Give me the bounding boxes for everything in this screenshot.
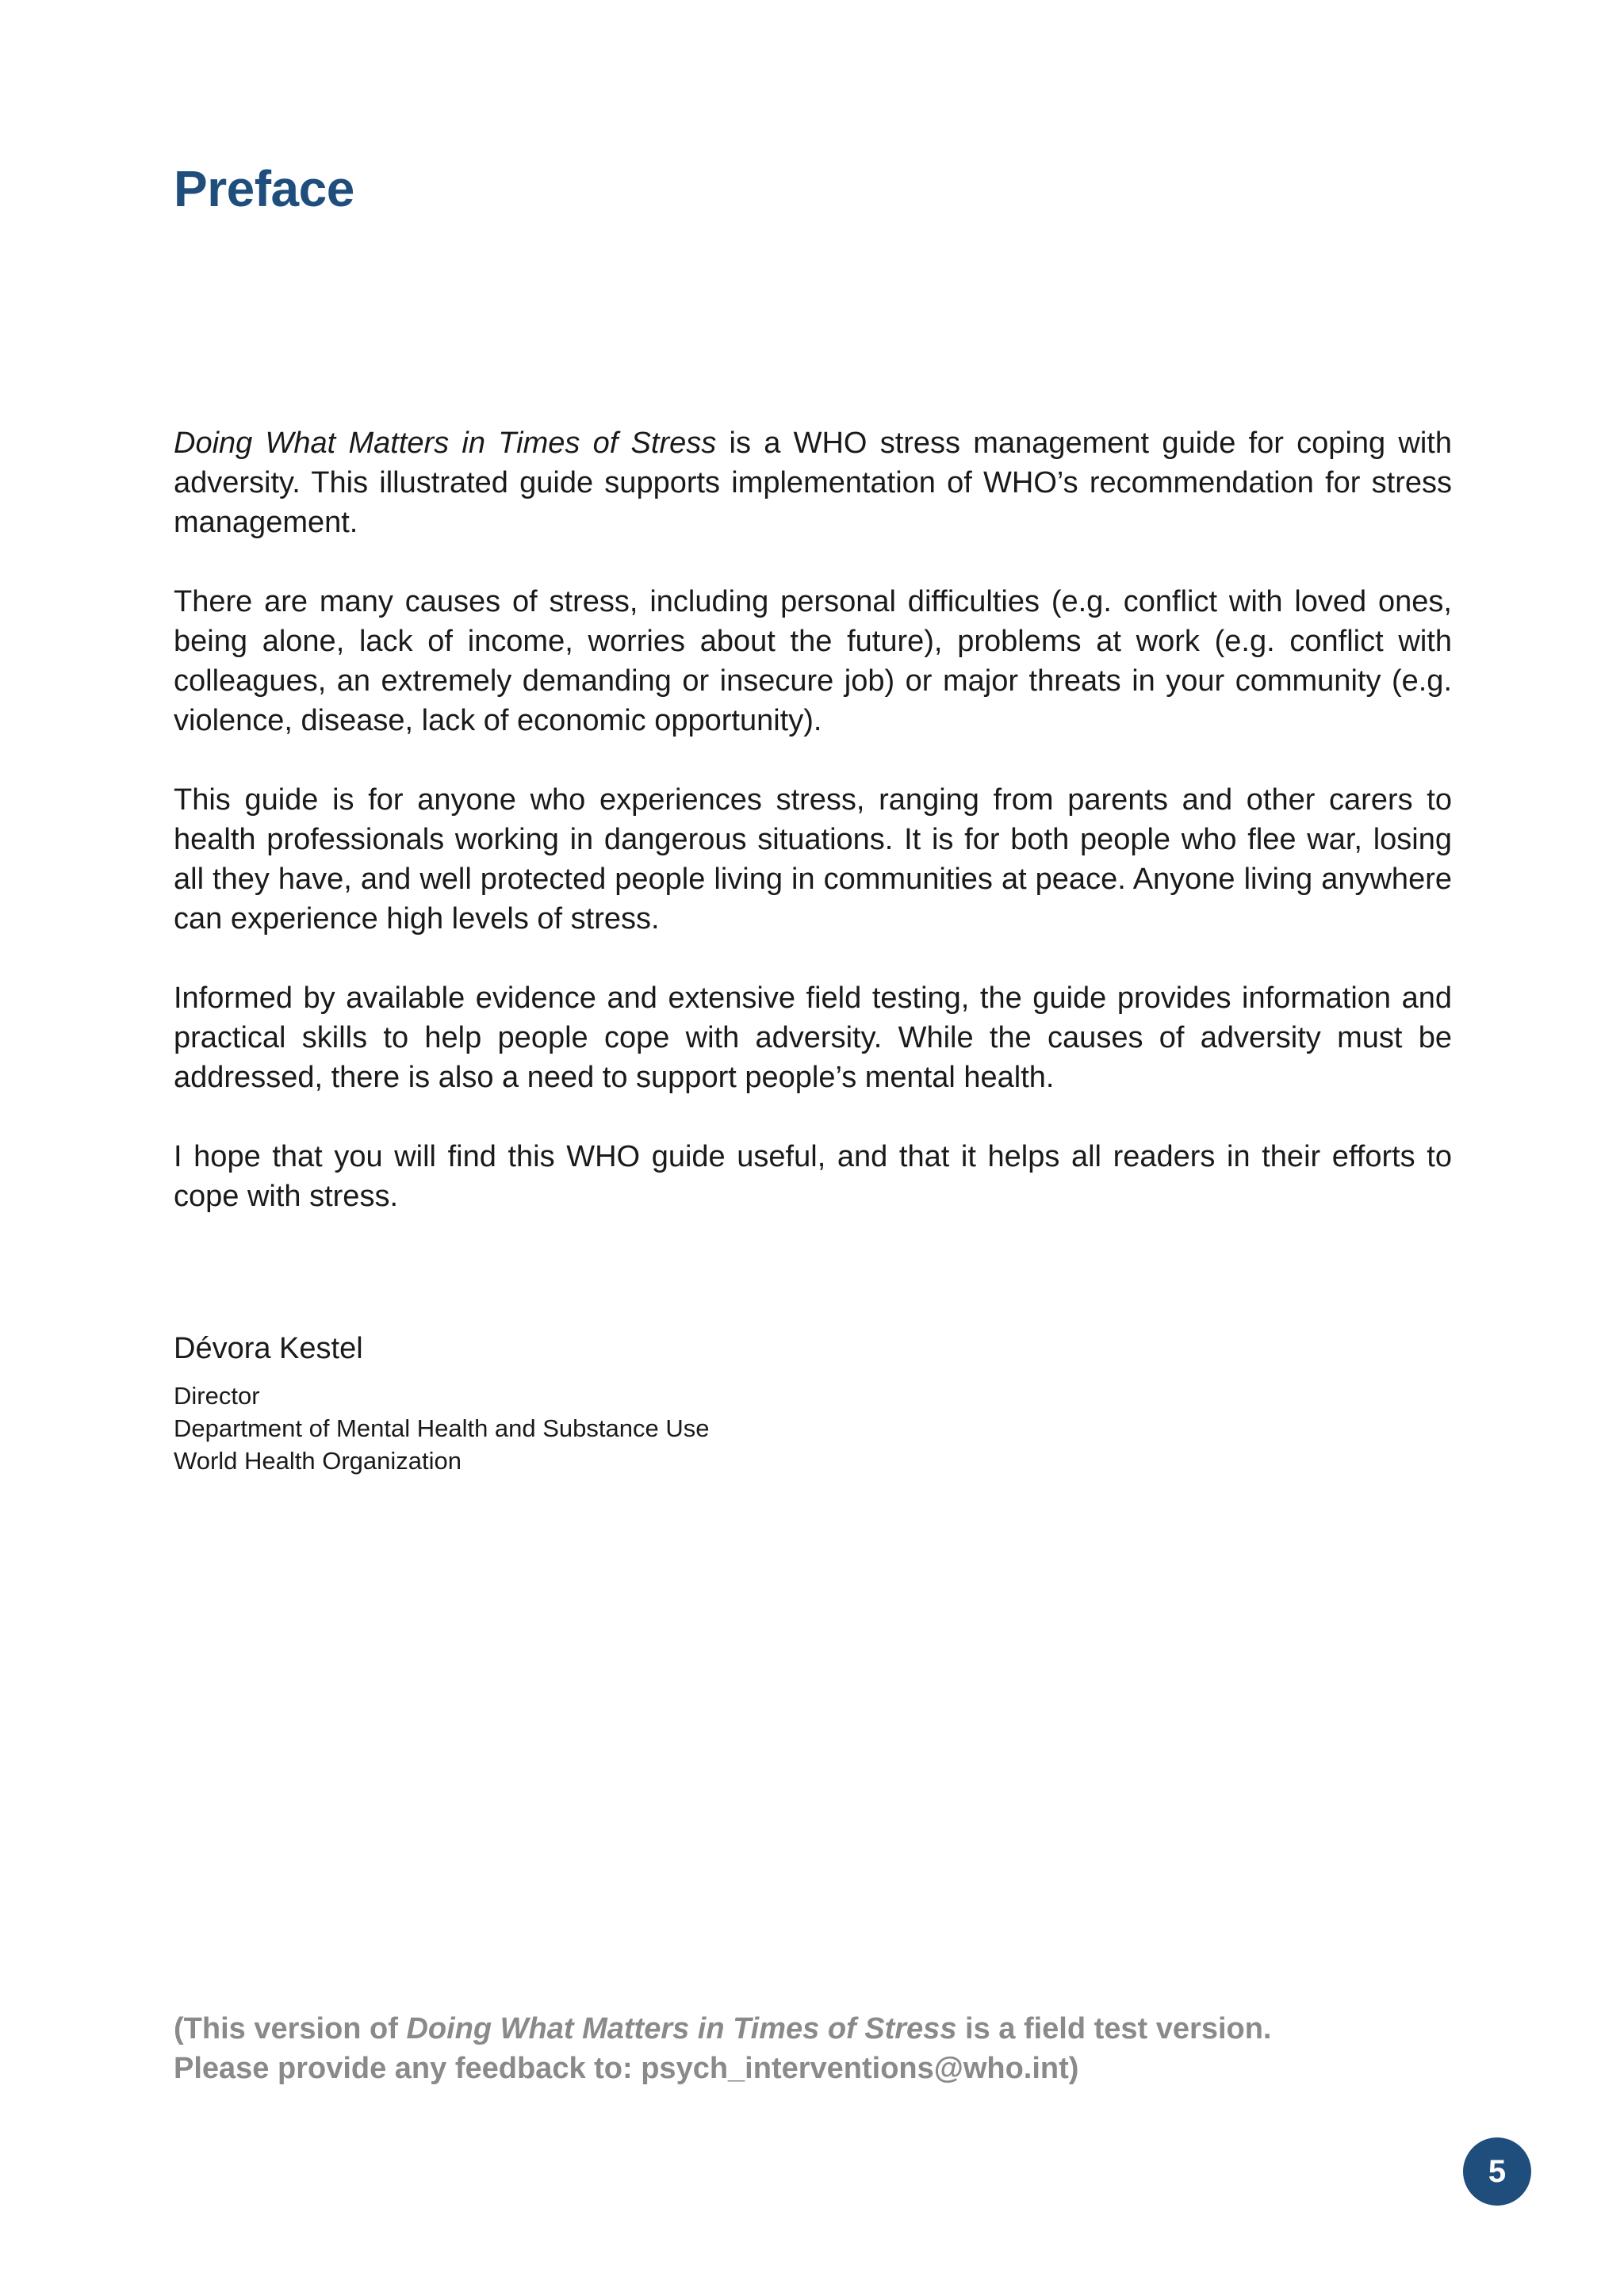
field-note-prefix: (This version of	[174, 2012, 407, 2045]
page-title: Preface	[174, 160, 354, 217]
signatory-name: Dévora Kestel	[174, 1332, 363, 1365]
signatory-role: Director	[174, 1382, 260, 1410]
paragraph-causes: There are many causes of stress, including personal difficulties (e.g. conflict with loved ones, being alone, lack of income, worries about the future), problems at work (e.g. conflict with colleagues, an extremely demanding or insecure job) or major threats in your community (e.g. violence, disease, lack of economic opportunity).	[174, 585, 1452, 737]
field-note-line-1	[174, 2009, 1272, 2049]
paragraph-intro-text: is a WHO stress management guide for coping with adversity. This illustrated guide supports implementation of WHO’s recommendation for stress management.	[174, 427, 1452, 539]
guide-title-italic: Doing What Matters in Times of Stress	[174, 427, 717, 460]
field-note-suffix: is a field test version.	[956, 2012, 1272, 2045]
signatory-organization: World Health Organization	[174, 1447, 462, 1475]
signatory-department: Department of Mental Health and Substance Use	[174, 1414, 710, 1442]
paragraph-intro	[174, 423, 1452, 542]
field-test-note	[174, 2009, 1272, 2088]
paragraph-closing: I hope that you will find this WHO guide useful, and that it helps all readers in their efforts to cope with stress.	[174, 1140, 1452, 1213]
signature-block	[174, 1329, 710, 1477]
field-note-guide-title: Doing What Matters in Times of Stress	[406, 2012, 957, 2045]
paragraph-audience: This guide is for anyone who experiences stress, ranging from parents and other carers to health professionals working in dangerous situations. It is for both people who flee war, losing all they have, and well protected people living in communities at peace. Anyone living anywhere can experience high levels of stress.	[174, 783, 1452, 936]
paragraph-evidence: Informed by available evidence and extensive field testing, the guide provides information and practical skills to help people cope with adversity. While the causes of adversity must be addressed, there is also a need to support people’s mental health.	[174, 982, 1452, 1094]
field-note-line-2: Please provide any feedback to: psych_interventions@who.int)	[174, 2052, 1079, 2085]
preface-body	[174, 423, 1452, 1256]
page-number-badge: 5	[1463, 2137, 1531, 2206]
